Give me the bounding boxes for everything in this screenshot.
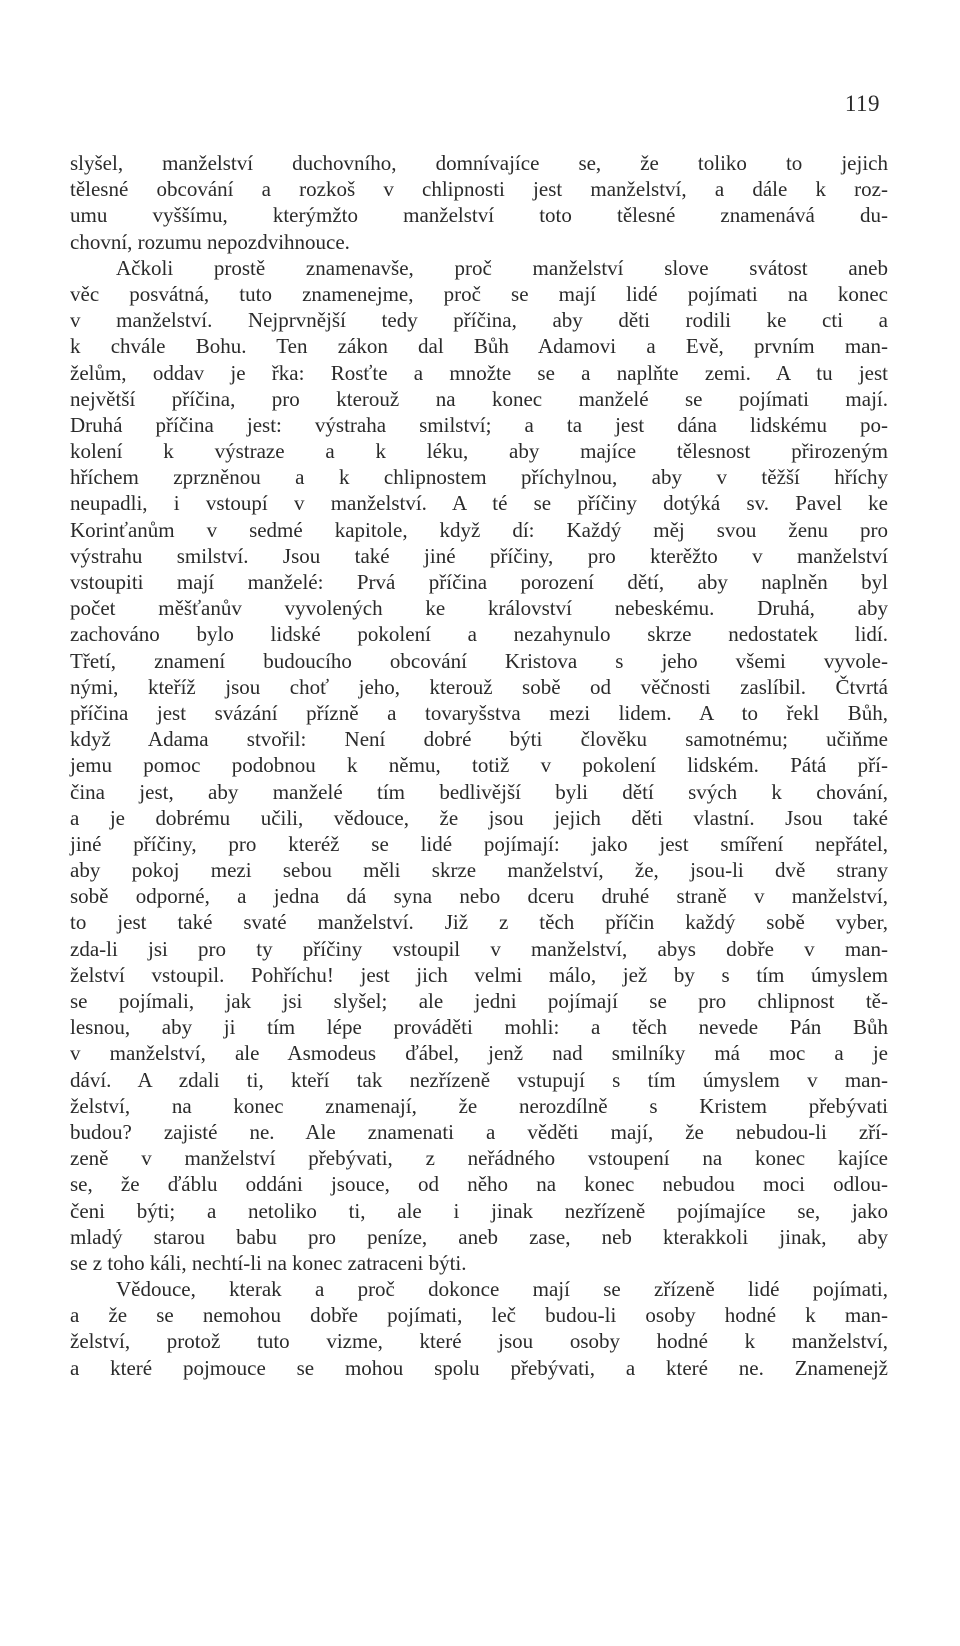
- text-line: vstoupiti mají manželé: Prvá příčina porození dětí, aby naplněn byl: [70, 570, 888, 594]
- text-line: jemu pomoc podobnou k němu, totiž v pokolení lidském. Pátá pří-: [70, 753, 888, 778]
- text-line: když Adama stvořil: Není dobré býti člověku samotnému; učiňme: [70, 727, 888, 752]
- text-line: a že se nemohou dobře pojímati, leč budou-li osoby hodné k man-: [70, 1303, 888, 1328]
- text-line: kolení k výstraze a k léku, aby majíce tělesnost přirozeným: [70, 439, 888, 464]
- text-line: želům, oddav je řka: Rosťte a množte se a naplňte zemi. A tu jest: [70, 360, 888, 385]
- text-line: budou? zajisté ne. Ale znamenati a věděti mají, že nebudou-li zří-: [70, 1119, 888, 1144]
- text-line: lesnou, aby ji tím lépe prováděti mohli: a těch nevede Pán Bůh: [70, 1015, 888, 1040]
- text-line: želství vstoupil. Pohříchu! jest jich velmi málo, jež by s tím úmyslem: [70, 962, 888, 987]
- text-line: Druhá příčina jest: výstraha smilství; a ta jest dána lidskému po-: [70, 412, 888, 437]
- text-line: hříchem zprzněnou a k chlipnostem příchylnou, aby v těžší hříchy: [70, 465, 888, 490]
- text-line: v manželství. Nejprvnější tedy příčina, aby děti rodili ke cti a: [70, 308, 888, 333]
- text-line: výstrahu smilství. Jsou také jiné příčiny, pro kterěžto v manželství: [70, 543, 888, 568]
- text-line: slyšel, manželství duchovního, domnívajíce se, že toliko to jejich: [70, 151, 888, 175]
- text-line: tělesné obcování a rozkoš v chlipnosti jest manželství, a dále k roz-: [70, 177, 888, 202]
- page-number: 119: [844, 91, 880, 116]
- text-line: počet měšťanův vyvolených ke království nebeskému. Druhá, aby: [70, 596, 888, 621]
- text-line: věc posvátná, tuto znamenejme, proč se mají lidé pojímati na konec: [70, 281, 888, 306]
- text-line: zeně v manželství přebývati, z neřádného vstoupení na konec kajíce: [70, 1146, 888, 1171]
- text-line: dáví. A zdali ti, kteří tak nezřízeně vstupují s tím úmyslem v man-: [70, 1067, 888, 1092]
- text-line: se pojímali, jak jsi slyšel; ale jedni pojímají se pro chlipnost tě-: [70, 989, 888, 1013]
- text-line: zachováno bylo lidské pokolení a nezahynulo skrze nedostatek lidí.: [70, 622, 888, 647]
- text-line: a je dobrému učili, vědouce, že jsou jejich děti vlastní. Jsou také: [70, 805, 888, 830]
- text-line: Ačkoli prostě znamenavše, proč manželství slove svátost aneb: [116, 255, 888, 280]
- text-line: nými, kteříž jsou choť jeho, kterouž sobě od věčnosti zaslíbil. Čtvrtá: [70, 674, 888, 699]
- text-line: neupadli, i vstoupí v manželství. A té se příčiny dotýká sv. Pavel ke: [70, 491, 888, 516]
- text-line: umu vyššímu, kterýmžto manželství toto tělesné znamenává du-: [70, 203, 888, 228]
- text-line: největší příčina, pro kterouž na konec manželé se pojímati mají.: [70, 386, 888, 411]
- text-line: Vědouce, kterak a proč dokonce mají se zřízeně lidé pojímati,: [116, 1277, 888, 1302]
- text-line: aby pokoj mezi sebou měli skrze manželství, že, jsou-li dvě strany: [70, 858, 888, 883]
- text-line: chovní, rozumu nepozdvihnouce.: [70, 229, 350, 254]
- text-line: jiné příčiny, pro kteréž se lidé pojímají: jako jest smíření nepřátel,: [70, 831, 888, 856]
- text-line: se z toho káli, nechtí-li na konec zatraceni býti.: [70, 1250, 467, 1275]
- text-line: čeni býti; a netoliko ti, ale i jinak nezřízeně pojímajíce se, jako: [70, 1198, 888, 1223]
- text-line: Třetí, znamení budoucího obcování Kristova s jeho všemi vyvole-: [70, 648, 888, 673]
- text-line: se, že ďáblu oddáni jsouce, od něho na konec nebudou moci odlou-: [70, 1172, 888, 1197]
- text-line: příčina jest svázání přízně a tovaryšstva mezi lidem. A to řekl Bůh,: [70, 700, 888, 725]
- text-line: v manželství, ale Asmodeus ďábel, jenž nad smilníky má moc a je: [70, 1041, 888, 1066]
- body-text: [70, 150, 888, 1381]
- text-line: sobě odporné, a jedna dá syna nebo dceru druhé straně v manželství,: [70, 884, 888, 909]
- text-line: mladý starou babu pro peníze, aneb zase, neb kterakkoli jinak, aby: [70, 1224, 888, 1249]
- text-line: želství, na konec znamenají, že nerozdílně s Kristem přebývati: [70, 1093, 888, 1118]
- text-line: želství, protož tuto vizme, které jsou osoby hodné k manželství,: [70, 1329, 888, 1354]
- text-line: k chvále Bohu. Ten zákon dal Bůh Adamovi a Evě, prvním man-: [70, 334, 888, 359]
- text-line: zda-li jsi pro ty příčiny vstoupil v manželství, abys dobře v man-: [70, 936, 888, 961]
- text-line: Korinťanům v sedmé kapitole, když dí: Každý měj svou ženu pro: [70, 517, 888, 542]
- text-line: to jest také svaté manželství. Již z těch příčin každý sobě vyber,: [70, 910, 888, 935]
- text-line: a které pojmouce se mohou spolu přebývati, a které ne. Znamenejž: [70, 1355, 888, 1380]
- text-line: čina jest, aby manželé tím bedlivější byli dětí svých k chování,: [70, 779, 888, 804]
